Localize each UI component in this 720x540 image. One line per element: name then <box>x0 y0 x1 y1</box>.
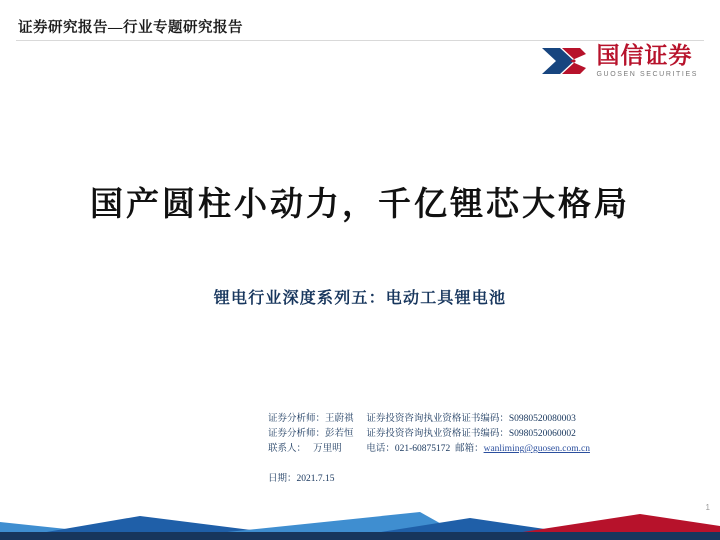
company-logo <box>540 44 699 78</box>
logo-name-en: GUOSEN SECURITIES <box>596 71 698 78</box>
footer-decoration <box>0 500 720 540</box>
report-category-label: 证券研究报告—行业专题研究报告 <box>18 20 243 36</box>
page-title: 国产圆柱小动力，千亿锂芯大格局 <box>90 187 630 223</box>
page-number: 1 <box>705 503 710 512</box>
contact-details: 电话：021-60875172 邮箱：wanliming@guosen.com.cn <box>366 444 590 454</box>
analyst-info <box>268 412 590 457</box>
guosen-logo-mark-icon <box>540 44 588 78</box>
header-divider <box>16 40 704 41</box>
report-date: 日期：2021.7.15 <box>268 474 335 484</box>
contact-email-link[interactable]: wanliming@guosen.com.cn <box>483 444 590 454</box>
analyst-role-name: 证券分析师：王蔚祺 <box>268 414 354 424</box>
logo-name-cn: 国信证券 <box>596 42 693 68</box>
contact-row <box>268 442 590 457</box>
analyst-qualification: 证券投资咨询执业资格证书编码：S0980520080003 <box>366 414 576 424</box>
analyst-qualification: 证券投资咨询执业资格证书编码：S0980520060002 <box>366 429 576 439</box>
analyst-row <box>268 427 590 442</box>
logo-text <box>597 44 699 78</box>
contact-role-name: 联系人： 万里明 <box>268 444 342 454</box>
analyst-row <box>268 412 590 427</box>
page-subtitle: 锂电行业深度系列五：电动工具锂电池 <box>213 290 507 307</box>
analyst-role-name: 证券分析师：彭若恒 <box>268 429 354 439</box>
